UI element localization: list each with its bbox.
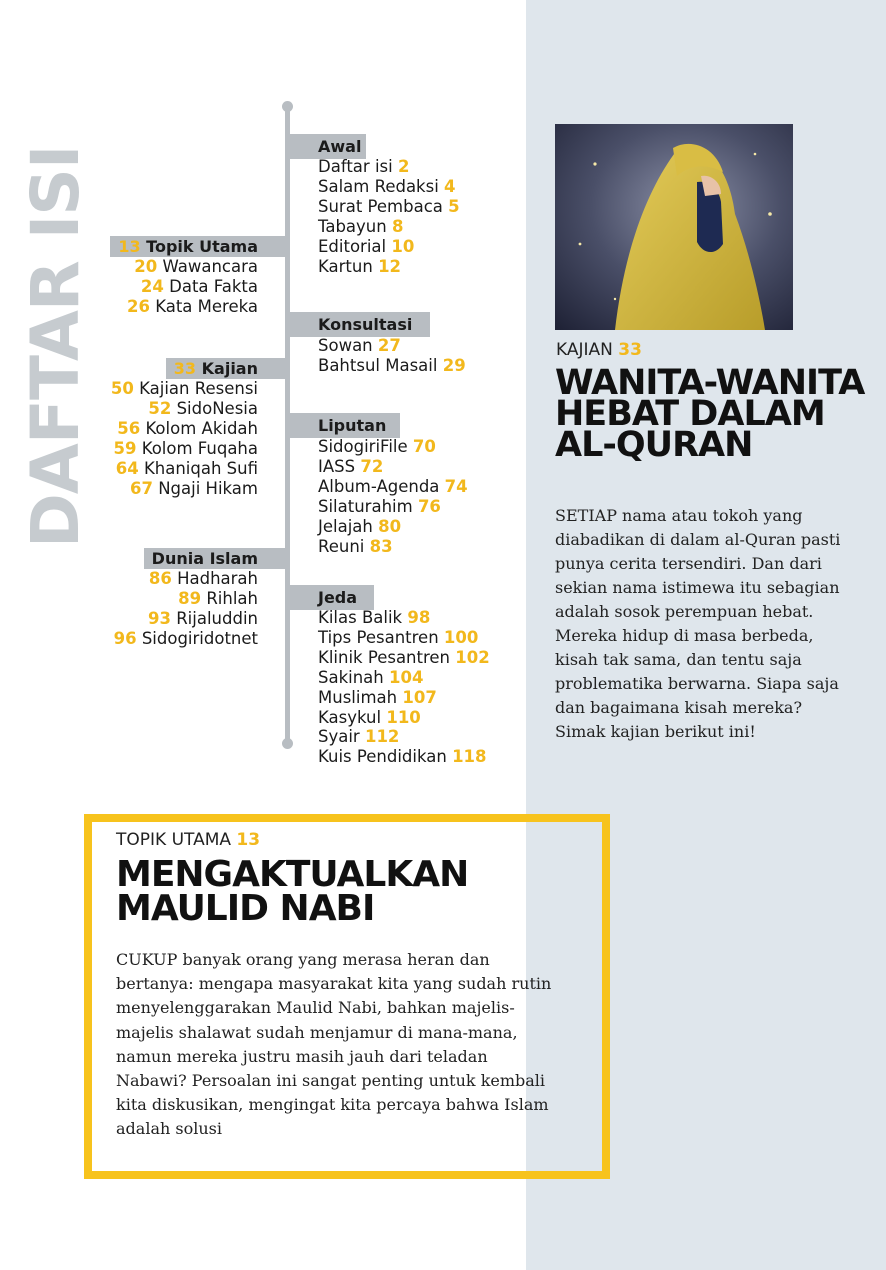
topik-excerpt: CUKUP banyak orang yang merasa heran dan bertanya: mengapa masyarakat kita yang sudah rutin menyelenggarakan Maulid Nabi, bahkan majelis-majelis shalawat sudah menjamur di mana-mana, namun mereka justru masih jauh dari teladan Nabawi? Persoalan ini sangat penting untuk kembali kita diskusikan, mengingat kita percaya bahwa Islam adalah solusi	[116, 950, 552, 1139]
toc-entry[interactable]: Kilas Balik 98	[318, 608, 431, 627]
section-kajian-header: 33 Kajian	[166, 358, 286, 379]
section-kajian-list	[111, 379, 258, 498]
topik-title: MENGAKTUALKAN MAULID NABI	[116, 854, 469, 929]
timeline-top-dot	[282, 101, 293, 112]
toc-entry[interactable]: 89 Rihlah	[178, 588, 258, 608]
toc-entry[interactable]: 59 Kolom Fuqaha	[113, 438, 258, 458]
section-konsultasi-list	[318, 336, 466, 376]
toc-entry[interactable]: Sakinah 104	[318, 667, 424, 687]
toc-entry[interactable]: 96 Sidogiridotnet	[113, 628, 258, 648]
toc-entry[interactable]: Surat Pembaca 5	[318, 196, 460, 216]
toc-entry[interactable]: Tips Pesantren 100	[318, 627, 479, 647]
toc-entry[interactable]: 26 Kata Mereka	[126, 296, 258, 316]
kajian-label: KAJIAN 33	[556, 340, 642, 360]
section-awal-list	[318, 157, 460, 276]
toc-entry[interactable]: Album-Agenda 74	[318, 476, 468, 496]
timeline-bottom-dot	[282, 738, 293, 749]
toc-entry[interactable]: 20 Wawancara	[134, 257, 258, 276]
section-topik-utama-list	[127, 257, 258, 317]
toc-entry[interactable]: Jelajah 80	[318, 516, 402, 536]
toc-entry[interactable]: 93 Rijaluddin	[148, 608, 258, 628]
toc-entry[interactable]: 67 Ngaji Hikam	[129, 478, 258, 498]
section-jeda-header: Jeda	[290, 585, 374, 610]
section-dunia-islam-header: Dunia Islam	[144, 548, 286, 569]
toc-entry[interactable]: Klinik Pesantren 102	[318, 647, 490, 667]
section-awal-header: Awal	[290, 134, 366, 159]
toc-entry[interactable]: 64 Khaniqah Sufi	[115, 458, 258, 478]
topik-label: TOPIK UTAMA 13	[116, 830, 261, 850]
kajian-title: WANITA-WANITA HEBAT DALAM AL-QURAN	[555, 363, 865, 465]
section-dunia-islam-list	[114, 569, 258, 649]
toc-entry[interactable]: 86 Hadharah	[148, 569, 258, 588]
toc-entry[interactable]: Salam Redaksi 4	[318, 176, 456, 196]
toc-entry[interactable]: 56 Kolom Akidah	[117, 418, 258, 438]
section-liputan-list	[318, 437, 468, 556]
section-konsultasi-header: Konsultasi	[290, 312, 430, 337]
toc-entry[interactable]: Muslimah 107	[318, 687, 437, 707]
kajian-excerpt: SETIAP nama atau tokoh yang diabadikan di dalam al-Quran pasti punya cerita tersendiri. Dan dari sekian nama istimewa itu sebagian adalah sosok perempuan hebat. Mereka hidup di masa berbeda, kisah tak sama, dan tentu saja problematika berwarna. Siapa saja dan bagaimana kisah mereka? Simak kajian berikut ini!	[555, 506, 841, 741]
toc-entry[interactable]: Kartun 12	[318, 256, 402, 276]
toc-entry[interactable]: Reuni 83	[318, 536, 393, 556]
toc-entry[interactable]: Editorial 10	[318, 236, 415, 256]
toc-entry[interactable]: Daftar isi 2	[318, 157, 410, 176]
section-jeda-list	[318, 608, 490, 767]
toc-entry[interactable]: 24 Data Fakta	[140, 276, 258, 296]
toc-entry[interactable]: 50 Kajian Resensi	[110, 379, 258, 398]
toc-entry[interactable]: 52 SidoNesia	[148, 398, 258, 418]
toc-entry[interactable]: Syair 112	[318, 727, 400, 747]
toc-entry[interactable]: Silaturahim 76	[318, 496, 441, 516]
toc-entry[interactable]: Kuis Pendidikan 118	[318, 747, 487, 767]
toc-entry[interactable]: Sowan 27	[318, 336, 401, 355]
kajian-photo	[555, 124, 793, 330]
toc-entry[interactable]: Tabayun 8	[318, 216, 404, 236]
section-topik-utama-header: 13 Topik Utama	[110, 236, 286, 257]
toc-entry[interactable]: IASS 72	[318, 456, 384, 476]
page-title: DAFTAR ISI	[17, 145, 94, 548]
section-liputan-header: Liputan	[290, 413, 400, 438]
toc-entry[interactable]: Bahtsul Masail 29	[318, 355, 466, 375]
toc-entry[interactable]: Kasykul 110	[318, 707, 421, 727]
toc-entry[interactable]: SidogiriFile 70	[318, 437, 436, 456]
